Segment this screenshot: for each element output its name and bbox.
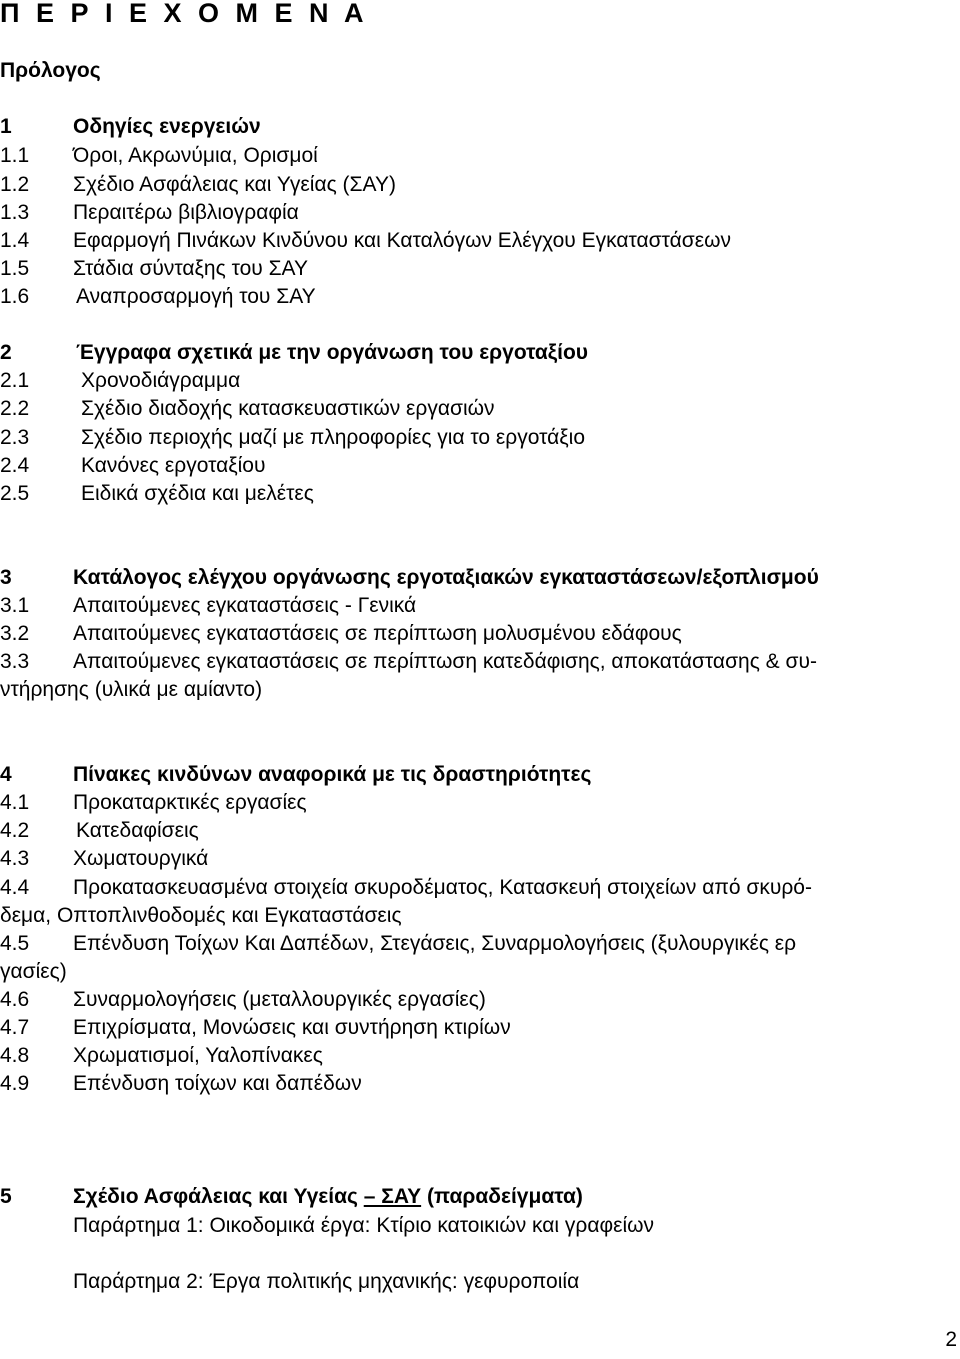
entry-number: 4.8 xyxy=(0,1044,30,1067)
entry-number: 2.1 xyxy=(0,369,30,392)
entry-number: 3.3 xyxy=(0,650,30,673)
entry-number: 4.2 xyxy=(0,819,30,842)
entry-continuation: δεμα, Οπτοπλινθοδομές και Εγκαταστάσεις xyxy=(0,904,402,927)
entry-number: 4.3 xyxy=(0,847,30,870)
entry-number: 1.6 xyxy=(0,285,30,308)
section-title: Οδηγίες ενεργειών xyxy=(73,115,261,138)
entry-text: Σχέδιο διαδοχής κατασκευαστικών εργασιών xyxy=(81,397,495,420)
entry-text: Προκαταρκτικές εργασίες xyxy=(73,791,307,814)
page-number: 2 xyxy=(945,1328,957,1351)
section-number: 5 xyxy=(0,1185,12,1208)
entry-text: Κατεδαφίσεις xyxy=(76,819,199,842)
entry-number: 1.4 xyxy=(0,229,30,252)
entry-text: Κανόνες εργοταξίου xyxy=(81,454,266,477)
section-title: Πίνακες κινδύνων αναφορικά με τις δραστηριότητες xyxy=(73,763,592,786)
entry-text: Επένδυση Τοίχων Και Δαπέδων, Στεγάσεις, Συναρμολογήσεις (ξυλουργικές ερ xyxy=(73,932,797,955)
entry-text: Απαιτούμενες εγκαταστάσεις σε περίπτωση μολυσμένου εδάφους xyxy=(73,622,682,645)
entry-text: Χωματουργικά xyxy=(73,847,209,870)
section-title: Έγγραφα σχετικά με την οργάνωση του εργοταξίου xyxy=(76,341,589,364)
entry-continuation: γασίες) xyxy=(0,960,67,983)
entry-number: 4.6 xyxy=(0,988,30,1011)
entry-text: Στάδια σύνταξης του ΣΑΥ xyxy=(73,257,308,280)
entry-number: 3.1 xyxy=(0,594,30,617)
entry-text: Αναπροσαρμογή του ΣΑΥ xyxy=(76,285,316,308)
prologue-heading: Πρόλογος xyxy=(0,59,101,82)
entry-number: 2.4 xyxy=(0,454,30,477)
entry-continuation: ντήρησης (υλικά με αμίαντο) xyxy=(0,678,263,701)
section-number: 2 xyxy=(0,341,12,364)
appendix-text: Παράρτημα 2: Έργα πολιτικής μηχανικής: γεφυροποιία xyxy=(73,1270,580,1293)
appendix-text: Παράρτημα 1: Οικοδομικά έργα: Κτίριο κατοικιών και γραφείων xyxy=(73,1214,655,1237)
section-title-plain: Σχέδιο Ασφάλειας και Υγείας xyxy=(73,1185,364,1208)
entry-text: Συναρμολογήσεις (μεταλλουργικές εργασίες) xyxy=(73,988,486,1011)
section-number: 4 xyxy=(0,763,12,786)
entry-number: 1.3 xyxy=(0,201,30,224)
section-title: Κατάλογος ελέγχου οργάνωσης εργοταξιακών εγκαταστάσεων/εξοπλισμού xyxy=(73,566,819,589)
entry-number: 4.7 xyxy=(0,1016,30,1039)
entry-text: Σχέδιο περιοχής μαζί με πληροφορίες για το εργοτάξιο xyxy=(81,426,586,449)
entry-number: 1.2 xyxy=(0,173,30,196)
entry-number: 4.1 xyxy=(0,791,30,814)
entry-text: Επιχρίσματα, Μονώσεις και συντήρηση κτιρίων xyxy=(73,1016,511,1039)
entry-text: Χρονοδιάγραμμα xyxy=(81,369,241,392)
document-title: Π Ε Ρ Ι Ε Χ Ο Μ Ε Ν Α xyxy=(0,0,369,28)
entry-text: Προκατασκευασμένα στοιχεία σκυροδέματος, Κατασκευή στοιχείων από σκυρό- xyxy=(73,876,812,899)
entry-number: 3.2 xyxy=(0,622,30,645)
entry-text: Χρωματισμοί, Υαλοπίνακες xyxy=(73,1044,323,1067)
entry-number: 2.2 xyxy=(0,397,30,420)
entry-text: Εφαρμογή Πινάκων Κινδύνου και Καταλόγων Ελέγχου Εγκαταστάσεων xyxy=(73,229,731,252)
entry-text: Σχέδιο Ασφάλειας και Υγείας (ΣΑΥ) xyxy=(73,173,396,196)
entry-text: Ειδικά σχέδια και μελέτες xyxy=(81,482,314,505)
section-title-underlined: – ΣΑΥ xyxy=(363,1185,422,1208)
entry-number: 1.5 xyxy=(0,257,30,280)
entry-number: 4.4 xyxy=(0,876,30,899)
section-number: 1 xyxy=(0,115,12,138)
entry-number: 4.9 xyxy=(0,1072,30,1095)
entry-text: Απαιτούμενες εγκαταστάσεις - Γενικά xyxy=(73,594,417,617)
entry-number: 2.3 xyxy=(0,426,30,449)
entry-text: Επένδυση τοίχων και δαπέδων xyxy=(73,1072,362,1095)
entry-number: 4.5 xyxy=(0,932,30,955)
entry-text: Απαιτούμενες εγκαταστάσεις σε περίπτωση κατεδάφισης, αποκατάστασης & συ- xyxy=(73,650,817,673)
entry-text: Όροι, Ακρωνύμια, Ορισμοί xyxy=(73,144,318,167)
section-number: 3 xyxy=(0,566,12,589)
entry-text: Περαιτέρω βιβλιογραφία xyxy=(73,201,299,224)
section-title-tail: (παραδείγματα) xyxy=(421,1185,583,1208)
entry-number: 1.1 xyxy=(0,144,30,167)
section-title xyxy=(73,1186,583,1207)
entry-number: 2.5 xyxy=(0,482,30,505)
